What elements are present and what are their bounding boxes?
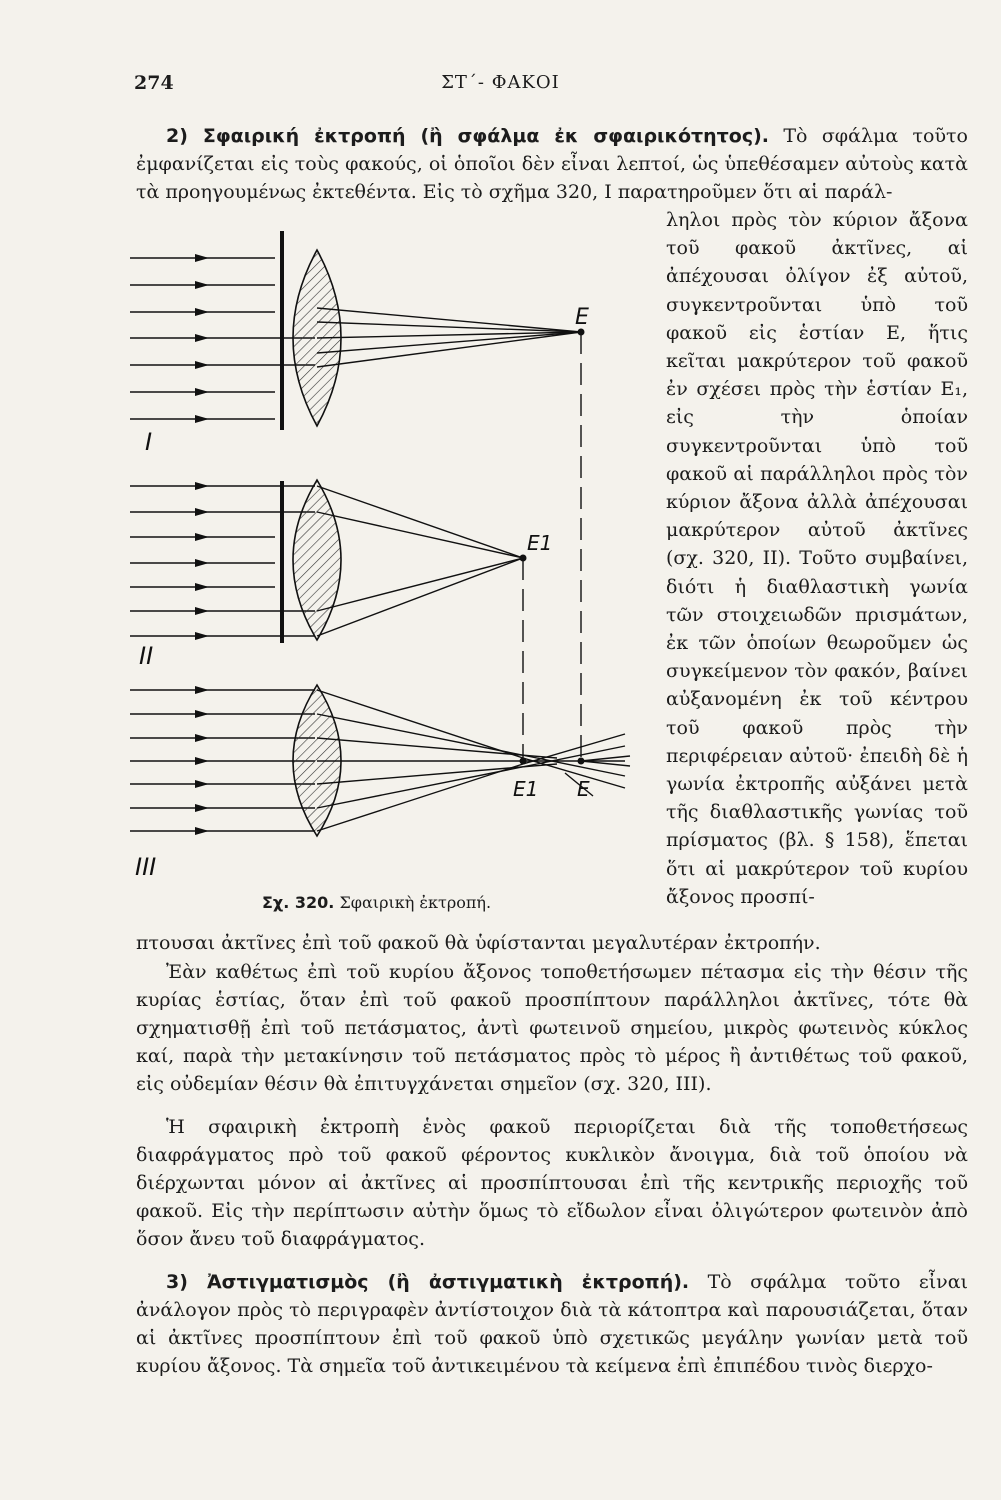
section-3-intro — [136, 1268, 968, 1380]
incident-rays-1 — [130, 258, 315, 419]
label-E1: E1 — [527, 531, 553, 555]
section-2-text: Τὸ σφάλμα τοῦτο ἐμφανίζεται εἰς τοὺς φακούς, οἱ ὁποῖοι δὲν εἶναι λεπτοί, ὡς ὑπεθέσαμεν αὐτοὺς κατὰ τὰ προηγουμένως ἐκτεθέντα. Εἰς τὸ σχῆμα 320, I παρατηροῦμεν ὅτι αἱ παράλ- — [136, 125, 968, 203]
section-2-continuation: πτουσαι ἀκτῖνες ἐπὶ τοῦ φακοῦ θὰ ὑφίστανται μεγαλυτέραν ἐκτροπήν. — [136, 932, 821, 954]
figure-320-spherical-aberration — [125, 228, 645, 898]
label-III: III — [135, 853, 157, 881]
caption-number: Σχ. 320. — [262, 893, 335, 912]
section-3-heading: 3) Ἀστιγματισμὸς (ἢ ἀστιγματικὴ ἐκτροπή). — [166, 1271, 690, 1293]
label-E: E — [575, 305, 589, 330]
focus-point-E-b — [578, 758, 585, 765]
lens-2 — [293, 480, 341, 640]
section-3-text: Τὸ σφάλμα τοῦτο εἶναι ἀνάλογον πρὸς τὸ περιγραφὲν ἀντίστοιχον διὰ τὰ κάτοπτρα καὶ παρουσιάζεται, ὅταν αἱ ἀκτῖνες προσπίπτουν ἐπὶ τοῦ φακοῦ ὑπὸ σχετικῶς μεγάλην γωνίαν μετὰ τοῦ κυρίου ἄξονος. Τὰ σημεῖα τοῦ ἀντικειμένου τὰ κείμενα ἐπὶ ἐπιπέδου τινὸς διερχο- — [136, 1271, 968, 1377]
diagram-part-3 — [130, 685, 630, 836]
label-I: I — [145, 428, 153, 456]
focus-point-E1 — [520, 555, 527, 562]
section-2-intro — [136, 122, 968, 206]
page-number: 274 — [134, 72, 174, 94]
figure-caption — [262, 893, 491, 912]
label-E1-b: E1 — [513, 777, 539, 801]
section-2-heading: 2) Σφαιρική ἐκτροπή (ἢ σφάλμα ἐκ σφαιρικότητος). — [166, 125, 769, 147]
label-E-b: E — [577, 777, 590, 801]
label-II: II — [139, 642, 154, 670]
paragraph-screen: Ἐὰν καθέτως ἐπὶ τοῦ κυρίου ἄξονος τοποθετήσωμεν πέτασμα εἰς τὴν θέσιν τῆς κυρίας ἑστίας, ὅταν ἐπὶ τοῦ φακοῦ προσπίπτουν παράλληλοι ἀκτῖνες, τότε θὰ σχηματισθῇ ἐπὶ τοῦ πετάσματος, ἀντὶ φωτεινοῦ σημείου, μικρὸς φωτεινὸς κύκλος καί, παρὰ τὴν μετακίνησιν τοῦ πετάσματος πρὸς τὸ μέρος ἢ ἀντιθέτως τοῦ φακοῦ, εἰς οὐδεμίαν θέσιν θὰ ἐπιτυγχάνεται σημεῖον (σχ. 320, III). — [136, 961, 968, 1095]
incident-rays-3 — [130, 690, 315, 831]
section-2-column-text: ληλοι πρὸς τὸν κύριον ἄξονα τοῦ φακοῦ ἀκτῖνες, αἱ ἀπέχουσαι ὀλίγον ἐξ αὐτοῦ, συγκεντροῦνται ὑπὸ τοῦ φακοῦ εἰς ἑστίαν Ε, ἥτις κεῖται μακρύτερον τοῦ φακοῦ ἐν σχέσει πρὸς τὴν ἑστίαν Ε₁, εἰς τὴν ὁποίαν συγκεντροῦνται ὑπὸ τοῦ φακοῦ αἱ παράλληλοι πρὸς τὸν κύριον ἄξονα ἀλλὰ ἀπέχουσαι μακρύτερον αὐτοῦ ἀκτῖνες (σχ. 320, II). Τοῦτο συμβαίνει, διότι ἡ διαθλαστικὴ γωνία τῶν στοιχειωδῶν πρισμάτων, ἐκ τῶν ὁποίων θεωροῦμεν ὡς συγκείμενον τὸν φακόν, βαίνει αὐξανομένη ἐκ τοῦ κέντρου τοῦ φακοῦ πρὸς τὴν περιφέρειαν αὐτοῦ· ἐπειδὴ δὲ ἡ γωνία ἐκτροπῆς αὐξάνει μετὰ τῆς διαθλαστικῆς γωνίας τοῦ πρίσματος (βλ. § 158), ἕπεται ὅτι αἱ μακρύτερον τοῦ κυρίου ἄξονος προσπί- — [666, 209, 968, 908]
diagram-part-1 — [130, 231, 581, 758]
paragraph-diaphragm: Ἡ σφαιρικὴ ἐκτροπὴ ἑνὸς φακοῦ περιορίζεται διὰ τῆς τοποθετήσεως διαφράγματος πρὸ τοῦ φακοῦ φέροντος κυκλικὸν ἄνοιγμα, διὰ τοῦ ὁποίου νὰ διέρχωνται μόνον αἱ ἀκτῖνες αἱ προσπίπτουσαι ἐπὶ τῆς κεντρικῆς περιοχῆς τοῦ φακοῦ. Εἰς τὴν περίπτωσιν αὐτὴν ὅμως τὸ εἴδωλον εἶναι ὀλιγώτερον φωτεινὸν ἀπὸ ὅσον ἄνευ τοῦ διαφράγματος. — [136, 1116, 968, 1250]
focus-point-E1-b — [520, 758, 527, 765]
running-head: ΣΤ΄- ΦΑΚΟΙ — [441, 72, 560, 93]
incident-rays-2 — [130, 486, 315, 636]
caption-text: Σφαιρικὴ ἐκτροπή. — [339, 893, 492, 912]
